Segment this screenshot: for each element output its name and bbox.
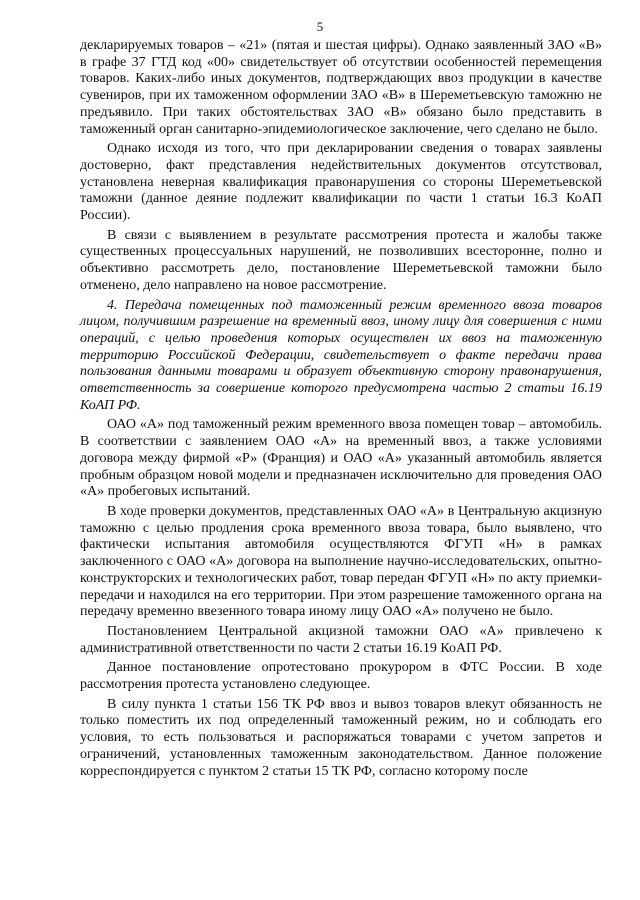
paragraph-3: В связи с выявлением в результате рассмотрения протеста и жалобы также существенных процессуальных нарушений, не позволивших всесторонне, полно и объективно рассмотреть дело, постановление Шереметьевской таможни было отменено, дело направлено на новое рассмотрение. (80, 227, 602, 293)
section-heading-4: 4. Передача помещенных под таможенный режим временного ввоза товаров лицом, получившим разрешение на временный ввоз, иному лицу для совершения с ними операций, с целью проведения которых осуществлен их ввоз на таможенную территорию Российской Федерации, свидетельствует о факте передачи права пользования данными товарами и образует объективную сторону правонарушения, ответственность за совершение которого предусмотрена частью 2 статьи 16.19 КоАП РФ. (80, 297, 602, 413)
paragraph-6: В ходе проверки документов, представленных ОАО «А» в Центральную акцизную таможню с целью продления срока временного ввоза товара, было выявлено, что фактически испытания автомобиля осуществляются ФГУП «Н» в рамках заключенного с ОАО «А» договора на выполнение научно-исследовательских, опытно-конструкторских и технологических работ, товар передан ФГУП «Н» по акту приемки-передачи и находился на его территории. При этом разрешение таможенного органа на передачу временно ввезенного товара иному лицу ОАО «А» получено не было. (80, 503, 602, 620)
paragraph-2: Однако исходя из того, что при декларировании сведения о товарах заявлены достоверно, факт представления недействительных документов отсутствовал, установлена неверная квалификация правонарушения со стороны Шереметьевской таможни (данное деяние подлежит квалификации по части 1 статьи 16.3 КоАП России). (80, 141, 602, 224)
paragraph-8: Данное постановление опротестовано прокурором в ФТС России. В ходе рассмотрения протеста установлено следующее. (80, 660, 602, 693)
paragraph-5: ОАО «А» под таможенный режим временного ввоза помещен товар – автомобиль. В соответствии с заявлением ОАО «А» на временный ввоз, а также условиями договора между фирмой «Р» (Франция) и ОАО «А» указанный автомобиль является пробным образцом новой модели и предназначен исключительно для проведения ОАО «А» пробеговых испытаний. (80, 417, 602, 500)
paragraph-1: декларируемых товаров – «21» (пятая и шестая цифры). Однако заявленный ЗАО «В» в графе 37 ГТД код «00» свидетельствует об отсутствии особенностей перемещения товаров. Каких-либо иных документов, подтверждающих ввоз продукции в качестве сувениров, при их таможенном оформлении ЗАО «В» в Шереметьевскую таможню не предъявило. При таких обстоятельствах ЗАО «В» обязано было представить в таможенный орган санитарно-эпидемиологическое заключение, чего сделано не было. (80, 38, 602, 137)
paragraph-7: Постановлением Центральной акцизной таможни ОАО «А» привлечено к административной ответственности по части 2 статьи 16.19 КоАП РФ. (80, 623, 602, 656)
paragraph-9: В силу пункта 1 статьи 156 ТК РФ ввоз и вывоз товаров влекут обязанность не только поместить их под определенный таможенный режим, но и соблюдать его условия, то есть пользоваться и распоряжаться товарами с учетом запретов и ограничений, установленных таможенным законодательством. Данное положение корреспондируется с пунктом 2 статьи 15 ТК РФ, согласно которому после (80, 696, 602, 779)
document-body (80, 38, 602, 783)
page-number: 5 (316, 19, 324, 34)
